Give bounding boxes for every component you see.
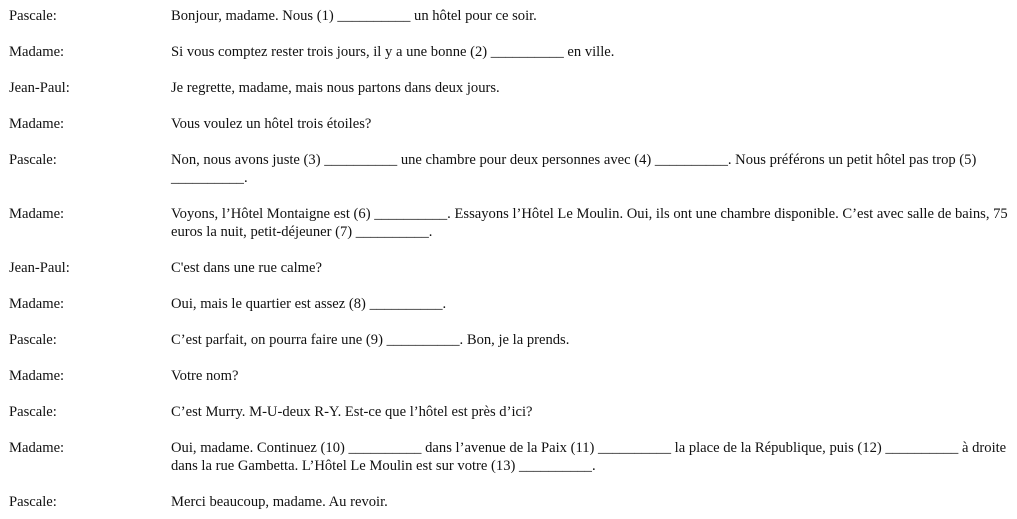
dialogue-line: Vous voulez un hôtel trois étoiles? [171,116,372,132]
dialogue-line: C’est parfait, on pourra faire une (9) __________. Bon, je la prends. [171,332,570,348]
dialogue-line: Voyons, l’Hôtel Montaigne est (6) __________. Essayons l’Hôtel Le Moulin. Oui, ils ont une chambre disponible. C’est avec salle de bains, 75 euros la nuit, petit-déjeuner (7) __________. [171,206,1008,240]
dialogue-line: Votre nom? [171,368,239,384]
speaker-label: Jean-Paul: [9,260,70,276]
dialogue-line: C’est Murry. M-U-deux R-Y. Est-ce que l’hôtel est près d’ici? [171,404,533,420]
speaker-label: Madame: [9,368,65,384]
speaker-label: Pascale: [9,152,57,168]
speaker-label: Pascale: [9,404,57,420]
speaker-label: Madame: [9,296,65,312]
speaker-label: Madame: [9,44,65,60]
speaker-label: Pascale: [9,8,57,24]
dialogue-line: Si vous comptez rester trois jours, il y a une bonne (2) __________ en ville. [171,44,615,60]
dialogue-line: Je regrette, madame, mais nous partons dans deux jours. [171,80,500,96]
dialogue-line: Oui, madame. Continuez (10) __________ dans l’avenue de la Paix (11) __________ la place de la République, puis (12) __________ à droite dans la rue Gambetta. L’Hôtel Le Moulin est sur votre (13) __________. [171,440,1007,474]
speaker-label: Pascale: [9,494,57,510]
speaker-label: Madame: [9,116,65,132]
dialogue-line: Bonjour, madame. Nous (1) __________ un hôtel pour ce soir. [171,8,537,24]
speaker-label: Pascale: [9,332,57,348]
dialogue-line: Non, nous avons juste (3) __________ une chambre pour deux personnes avec (4) __________. Nous préférons un petit hôtel pas trop (5) __________. [171,152,977,186]
dialogue-line: Oui, mais le quartier est assez (8) __________. [171,296,447,312]
speaker-label: Madame: [9,206,65,222]
dialogue-line: C'est dans une rue calme? [171,260,322,276]
speaker-label: Jean-Paul: [9,80,70,96]
dialogue-line: Merci beaucoup, madame. Au revoir. [171,494,388,510]
speaker-label: Madame: [9,440,65,456]
